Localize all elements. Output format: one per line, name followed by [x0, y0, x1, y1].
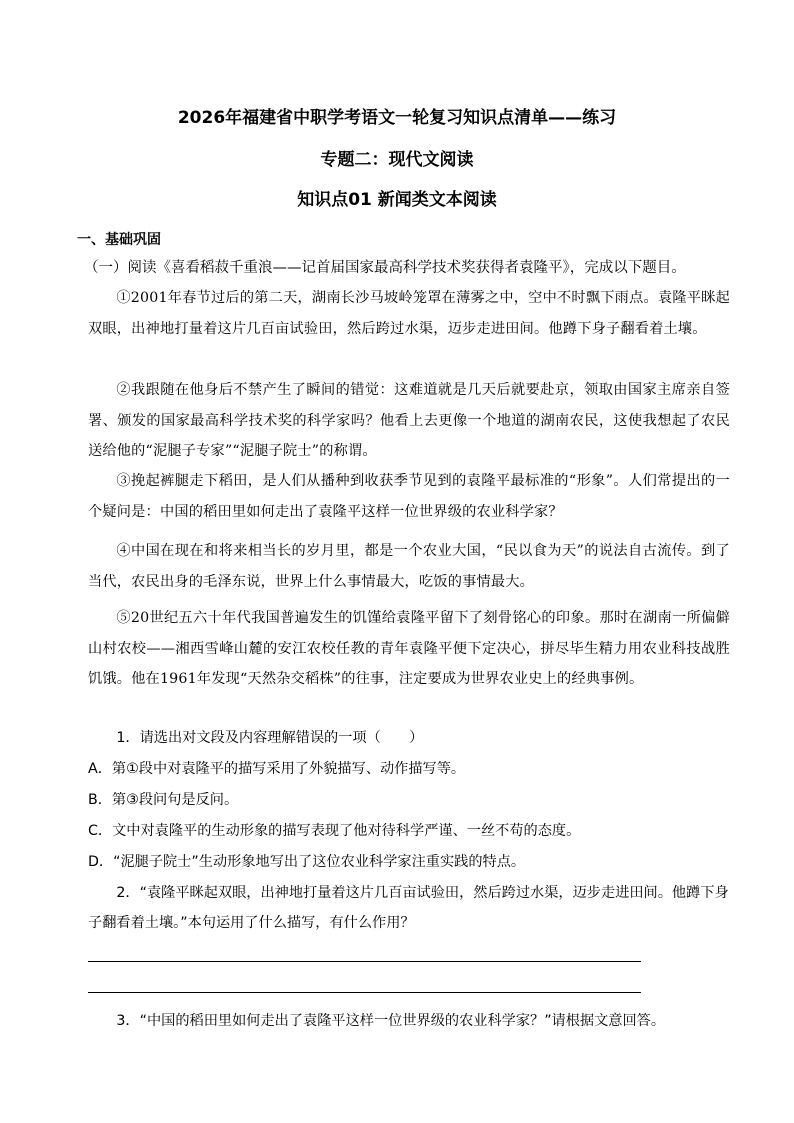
question-1-option-a: A．第①段中对袁隆平的描写采用了外貌描写、动作描写等。	[88, 761, 466, 777]
answer-line-1[interactable]	[88, 961, 641, 962]
passage-paragraph-3: ③挽起裤腿走下稻田，是人们从播种到收获季节见到的袁隆平最标准的“形象”。人们常提出的一个疑问是：中国的稻田里如何走出了袁隆平这样一位世界级的农业科学家？	[88, 473, 730, 520]
topic-subtitle: 专题二：现代文阅读	[320, 150, 474, 170]
question-3-stem: 3．“中国的稻田里如何走出了袁隆平这样一位世界级的农业科学家？”请根据文意回答。	[116, 1013, 666, 1029]
section-heading: 一、基础巩固	[77, 232, 161, 248]
knowledge-point-heading: 知识点01 新闻类文本阅读	[297, 190, 497, 210]
passage-paragraph-4: ④中国在现在和将来相当长的岁月里，都是一个农业大国，“民以食为天”的说法自古流传。到了当代，农民出身的毛泽东说，世界上什么事情最大，吃饭的事情最大。	[88, 543, 730, 590]
passage-paragraph-2: ②我跟随在他身后不禁产生了瞬间的错觉：这难道就是几天后就要赴京，领取由国家主席亲自签署、颁发的国家最高科学技术奖的科学家吗？他看上去更像一个地道的湖南农民，这使我想起了农民送给他的“泥腿子专家”“泥腿子院士”的称谓。	[88, 382, 730, 459]
question-1-stem: 1．请选出对文段及内容理解错误的一项（ ）	[116, 730, 424, 746]
answer-line-2[interactable]	[88, 992, 641, 993]
document-title: 2026年福建省中职学考语文一轮复习知识点清单——练习	[177, 108, 617, 128]
reading-instruction: （一）阅读《喜看稻菽千重浪——记首届国家最高科学技术奖获得者袁隆平》，完成以下题目。	[84, 260, 686, 276]
question-2-stem: 2．“袁隆平眯起双眼，出神地打量着这片几百亩试验田，然后跨过水渠，迈步走进田间。他蹲下身子翻看着土壤。”本句运用了什么描写，有什么作用？	[88, 885, 729, 931]
passage-paragraph-1: ①2001年春节过后的第二天，湖南长沙马坡岭笼罩在薄雾之中，空中不时飘下雨点。袁隆平眯起双眼，出神地打量着这片几百亩试验田，然后跨过水渠，迈步走进田间。他蹲下身子翻看着土壤。	[88, 290, 730, 337]
question-1-option-d: D．“泥腿子院士”生动形象地写出了这位农业科学家注重实践的特点。	[88, 854, 526, 870]
passage-paragraph-5: ⑤20世纪五六十年代我国普遍发生的饥馑给袁隆平留下了刻骨铭心的印象。那时在湖南一所偏僻山村农校——湘西雪峰山麓的安江农校任教的青年袁隆平便下定决心，拼尽毕生精力用农业科技战胜饥饿。他在1961年发现“天然杂交稻株”的往事，注定要成为世界农业史上的经典事例。	[88, 610, 730, 687]
question-1-option-c: C．文中对袁隆平的生动形象的描写表现了他对待科学严谨、一丝不苟的态度。	[88, 823, 581, 839]
question-1-option-b: B．第③段问句是反问。	[88, 792, 239, 808]
